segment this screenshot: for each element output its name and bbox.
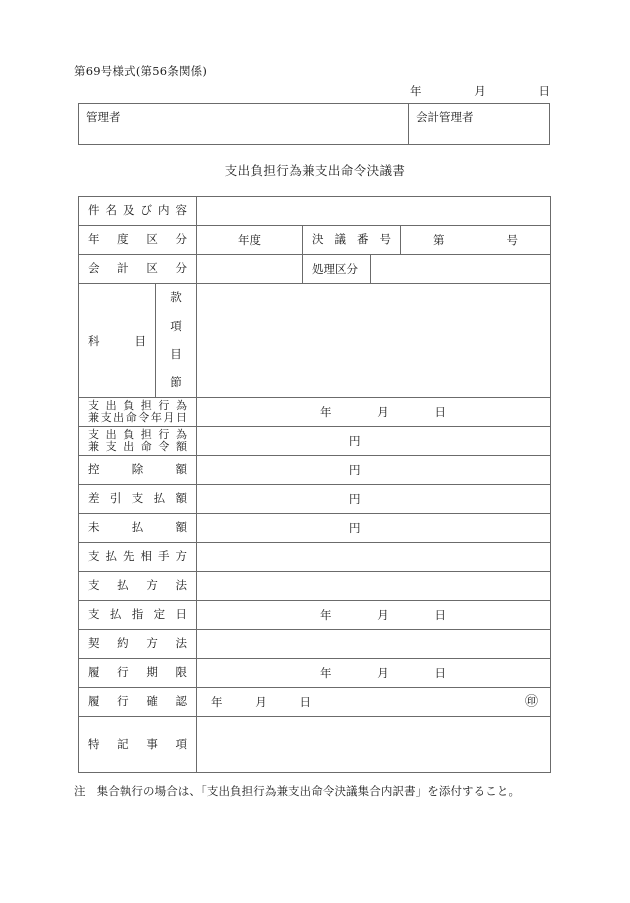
payment-designated-date-year: 年 (320, 608, 332, 622)
date-month-label: 月 (474, 84, 486, 98)
value-performance-confirmation[interactable] (197, 688, 551, 717)
table-row-deduction-amount (79, 456, 551, 485)
expenditure-amount-unit: 円 (349, 434, 361, 448)
header-date-line (410, 83, 550, 99)
label-deduction-amount: 控除額 (79, 456, 197, 485)
value-subject-matter[interactable] (197, 197, 551, 226)
label-expenditure-date-line1: 支出負担行為 (88, 398, 187, 412)
payment-designated-date-day: 日 (434, 608, 446, 622)
table-row-payment-method (79, 572, 551, 601)
table-row-remarks (79, 717, 551, 773)
label-payment-method: 支払方法 (79, 572, 197, 601)
account-sub-label-setsu: 節 (170, 375, 182, 390)
expenditure-date-day: 日 (434, 405, 446, 419)
footer-note (74, 783, 520, 799)
table-row-subject-matter (79, 197, 551, 226)
deduction-amount-unit: 円 (349, 463, 361, 477)
label-expenditure-amount-line1: 支出負担行為 (88, 427, 187, 441)
label-decision-number: 決議番号 (303, 226, 401, 255)
value-expenditure-amount[interactable] (197, 427, 551, 456)
label-payee: 支払先相手方 (79, 543, 197, 572)
expenditure-date-year: 年 (320, 405, 332, 419)
value-unpaid-amount[interactable] (197, 514, 551, 543)
performance-confirmation-month: 月 (255, 695, 267, 709)
table-row-expenditure-amount (79, 427, 551, 456)
accounting-manager-label: 会計管理者 (416, 110, 474, 124)
date-year-label: 年 (410, 84, 422, 98)
value-remarks[interactable] (197, 717, 551, 773)
account-item-subcolumn (156, 284, 197, 398)
label-unpaid-amount: 未払額 (79, 514, 197, 543)
unpaid-amount-unit: 円 (349, 521, 361, 535)
decision-number-suffix: 号 (506, 233, 518, 247)
table-row-accounting-class (79, 255, 551, 284)
table-row-unpaid-amount (79, 514, 551, 543)
value-fiscal-year[interactable]: 年度 (197, 226, 303, 255)
expenditure-date-month: 月 (377, 405, 389, 419)
table-row-fiscal-year-class (79, 226, 551, 255)
label-net-payment-amount: 差引支払額 (79, 485, 197, 514)
label-expenditure-amount (79, 427, 197, 456)
table-row-performance-confirmation (79, 688, 551, 717)
label-subject-matter: 件名及び内容 (79, 197, 197, 226)
label-expenditure-amount-line2: 兼支出命令額 (88, 440, 187, 453)
label-remarks: 特記事項 (79, 717, 197, 773)
performance-deadline-month: 月 (377, 666, 389, 680)
value-payee[interactable] (197, 543, 551, 572)
table-row-net-payment-amount (79, 485, 551, 514)
account-sub-label-kan: 款 (170, 290, 182, 305)
label-accounting-class: 会計区分 (79, 255, 197, 284)
value-deduction-amount[interactable] (197, 456, 551, 485)
manager-cell[interactable] (79, 104, 409, 144)
form-number: 第69号様式(第56条関係) (74, 64, 208, 78)
value-expenditure-date[interactable] (197, 398, 551, 427)
seal-icon: ㊞ (524, 694, 538, 710)
value-net-payment-amount[interactable] (197, 485, 551, 514)
decision-form-table (78, 196, 551, 773)
table-row-contract-method (79, 630, 551, 659)
decision-number-prefix: 第 (433, 233, 445, 247)
label-expenditure-date-line2: 兼支出命令年月日 (88, 411, 187, 424)
net-payment-amount-unit: 円 (349, 492, 361, 506)
label-contract-method: 契約方法 (79, 630, 197, 659)
label-fiscal-year-class: 年度区分 (79, 226, 197, 255)
table-row-payee (79, 543, 551, 572)
label-payment-designated-date: 支払指定日 (79, 601, 197, 630)
account-sub-label-ko: 項 (170, 318, 182, 333)
performance-deadline-day: 日 (434, 666, 446, 680)
performance-confirmation-day: 日 (299, 695, 311, 709)
value-decision-number[interactable] (401, 226, 551, 255)
label-processing-class: 処理区分 (303, 255, 371, 284)
value-account-item[interactable] (197, 284, 551, 398)
table-row-payment-designated-date (79, 601, 551, 630)
performance-deadline-year: 年 (320, 666, 332, 680)
table-row-expenditure-date (79, 398, 551, 427)
payment-designated-date-month: 月 (377, 608, 389, 622)
value-accounting-class[interactable] (197, 255, 303, 284)
date-day-label: 日 (538, 84, 550, 98)
manager-label: 管理者 (86, 110, 121, 124)
label-account-item: 科目 (79, 284, 156, 398)
value-contract-method[interactable] (197, 630, 551, 659)
label-expenditure-date (79, 398, 197, 427)
table-row-account-item (79, 284, 551, 398)
value-payment-method[interactable] (197, 572, 551, 601)
accounting-manager-cell[interactable] (409, 104, 549, 144)
approver-header-table (78, 103, 550, 145)
note-text: 集合執行の場合は、「支出負担行為兼支出命令決議集合内訳書」を添付すること。 (96, 784, 521, 798)
performance-confirmation-year: 年 (211, 695, 223, 709)
value-performance-deadline[interactable] (197, 659, 551, 688)
value-processing-class[interactable] (371, 255, 551, 284)
label-performance-deadline: 履行期限 (79, 659, 197, 688)
document-title: 支出負担行為兼支出命令決議書 (224, 163, 406, 178)
value-payment-designated-date[interactable] (197, 601, 551, 630)
table-row-performance-deadline (79, 659, 551, 688)
note-mark: 注 (74, 784, 86, 798)
account-sub-label-moku: 目 (170, 346, 182, 361)
label-performance-confirmation: 履行確認 (79, 688, 197, 717)
